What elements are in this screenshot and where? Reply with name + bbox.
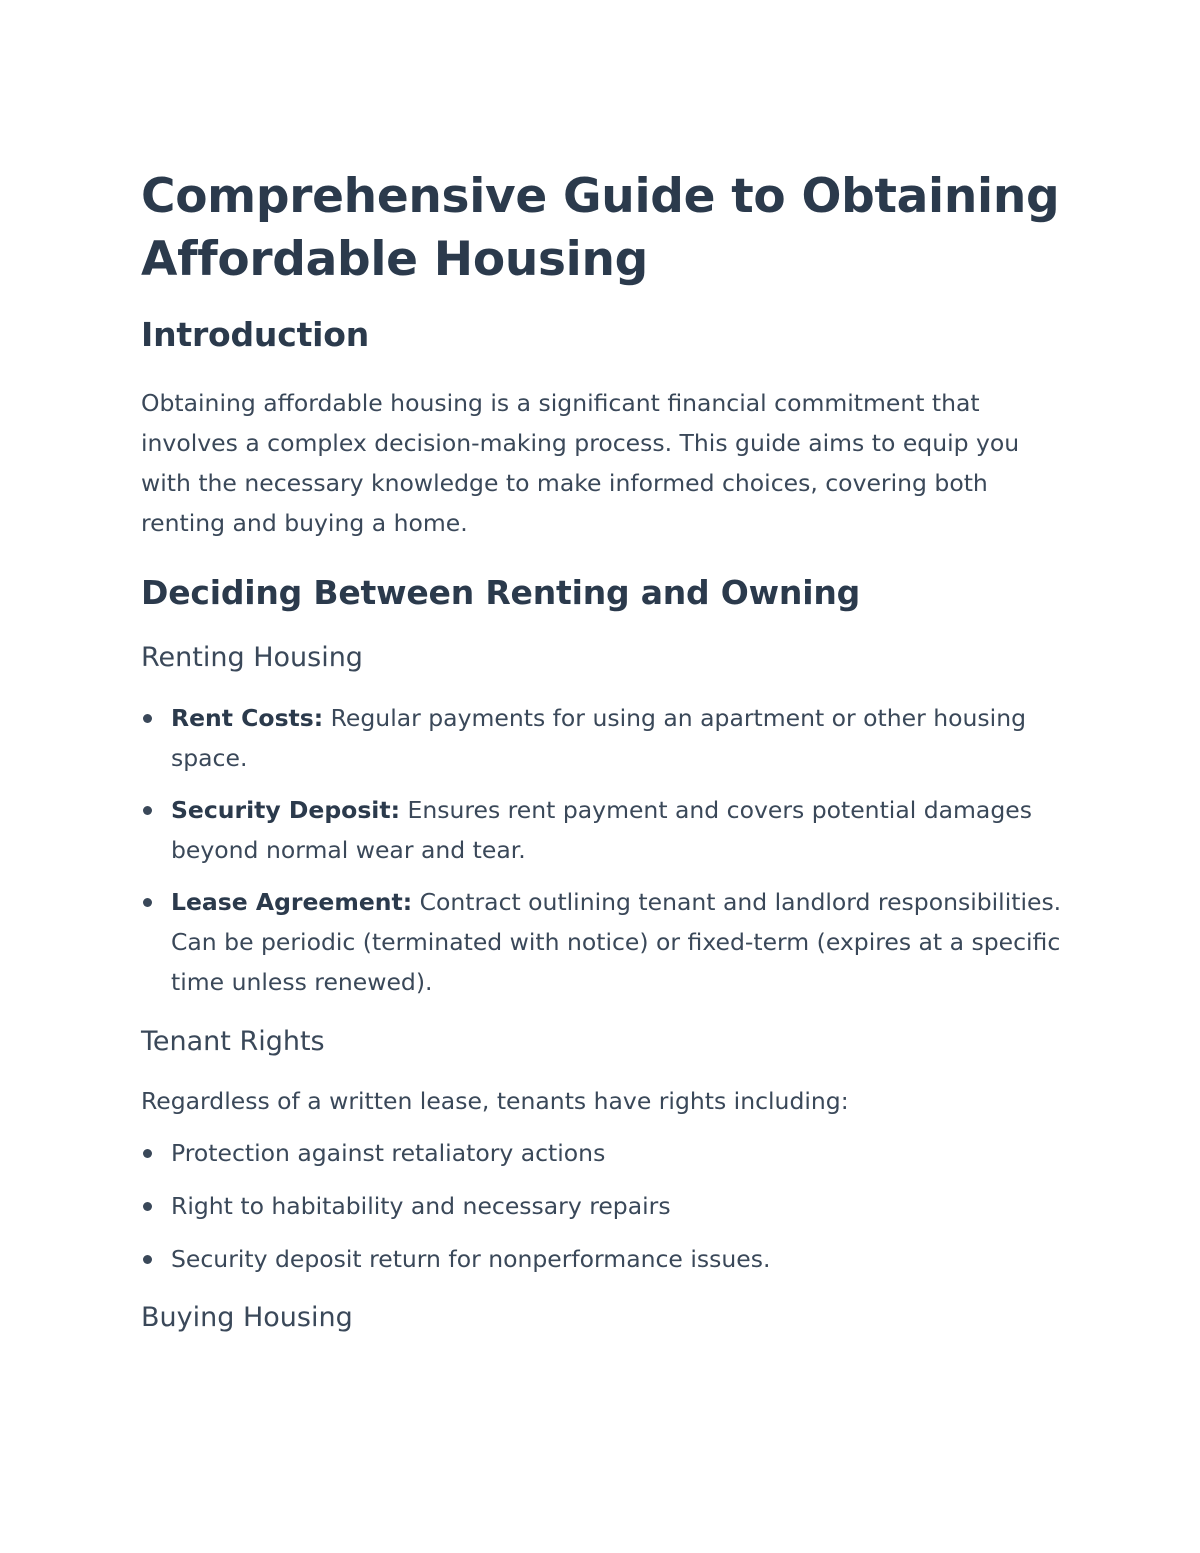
list-item <box>141 882 1071 1002</box>
tenant-rights-heading: Tenant Rights <box>141 1026 325 1057</box>
bullet-icon <box>143 1149 152 1158</box>
document-page <box>141 165 1071 1335</box>
tenant-rights-intro: Regardless of a written lease, tenants have rights including: <box>141 1087 849 1115</box>
list-item-term: Rent Costs: <box>171 704 324 732</box>
introduction-paragraph: Obtaining affordable housing is a significant financial commitment that involves a complex decision-making process. This guide aims to equip you with the necessary knowledge to make informed choices, covering both renting and buying a home. <box>141 389 1020 537</box>
document-title: Comprehensive Guide to Obtaining Affordable Housing <box>141 169 1060 287</box>
list-item-text: Right to habitability and necessary repairs <box>171 1192 671 1220</box>
list-item <box>141 1239 1071 1279</box>
bullet-icon <box>143 898 152 907</box>
introduction-heading: Introduction <box>141 315 370 354</box>
renting-list <box>141 698 1071 1002</box>
bullet-icon <box>143 1255 152 1264</box>
list-item-text: Regular payments for using an apartment or other housing space. <box>171 704 1027 772</box>
list-item-text: Security deposit return for nonperformance issues. <box>171 1245 771 1273</box>
tenant-rights-list <box>141 1133 1071 1279</box>
list-item <box>141 790 1071 870</box>
list-item-term: Security Deposit: <box>171 796 400 824</box>
list-item-term: Lease Agreement: <box>171 888 413 916</box>
list-item <box>141 1133 1071 1173</box>
deciding-heading: Deciding Between Renting and Owning <box>141 573 861 612</box>
list-item-text: Protection against retaliatory actions <box>171 1139 606 1167</box>
list-item-text: Contract outlining tenant and landlord responsibilities. Can be periodic (terminated with notice) or fixed-term (expires at a specific time unless renewed). <box>171 888 1062 996</box>
bullet-icon <box>143 806 152 815</box>
list-item <box>141 1186 1071 1226</box>
list-item <box>141 698 1071 778</box>
renting-heading: Renting Housing <box>141 642 363 673</box>
list-item-text: Ensures rent payment and covers potential damages beyond normal wear and tear. <box>171 796 1032 864</box>
buying-heading: Buying Housing <box>141 1302 353 1333</box>
bullet-icon <box>143 1202 152 1211</box>
bullet-icon <box>143 714 152 723</box>
